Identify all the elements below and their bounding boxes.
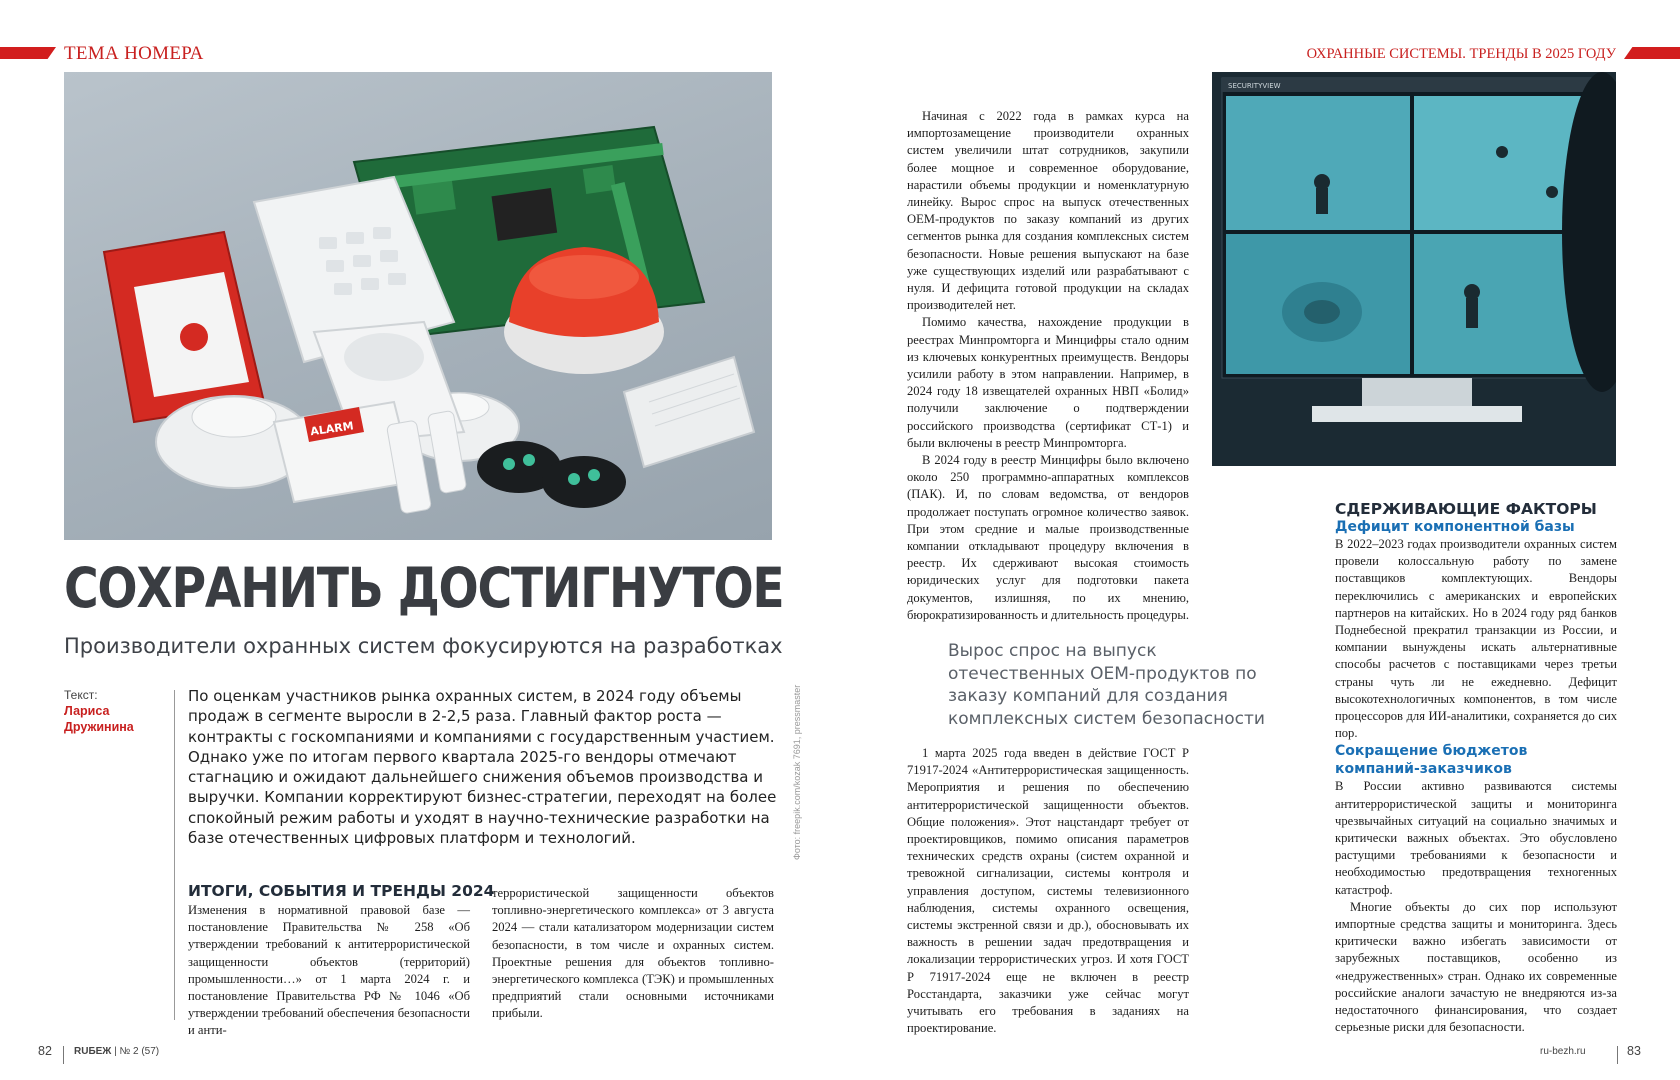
component-shortage-text: В 2022–2023 годах производители охранных систем провели колоссальную работу по замене поставщиков комплектующих. Вендоры переключились с американских и европейских партнеров на китайских. Но в 2024 году ряд банков Поднебесной прекратил транзакции из России, и компании вынуждены искать альтернативные способы расчетов с поставщиками через третьи страны чуть ли не ежедневно. Дефицит высокотехнологичных компонентов, в том числе процессоров для ИИ-аналитики, сохраняется до сих пор. (1335, 537, 1617, 741)
surveillance-monitor-illustration (1212, 72, 1616, 466)
magazine-name: RUБЕЖ (74, 1046, 112, 1057)
budget-cuts-paragraph-2: Многие объекты до сих пор используют импортные средства защиты и мониторинга. Здесь критически важно избегать зависимости от зарубежных поставщиков, особенно из «недружественных» стран. Однако их современные российские аналоги зачастую не внедряются из-за недостаточного финансирования, что создает серьезные риски для безопасности. (1335, 899, 1617, 1035)
section1-column1 (188, 902, 470, 1040)
subheading-budget-cuts: Сокращение бюджетов компаний-заказчиков (1335, 743, 1528, 778)
subheading-component-shortage: Дефицит компонентной базы (1335, 519, 1575, 535)
security-devices-illustration (64, 72, 772, 540)
column3-paragraph-3: В 2024 году в реестр Минцифры было включено около 250 программно-аппаратных комплексов (ПАК). И, по словам ведомства, от вендоров продолжает поступать огромное количество заявок. При этом средние и малые производственные компании откладывают процедуру включения в реестр. Их сдерживают высокая стоимость юридических услуг для подготовки пакета документов, излишняя, по их мнению, бюрократизированность и длительность процедуры. (907, 453, 1189, 622)
footer-divider-right (1617, 1046, 1618, 1064)
section-heading-results-2024: ИТОГИ, СОБЫТИЯ И ТРЕНДЫ 2024 (188, 882, 495, 900)
lead-divider (174, 690, 175, 1020)
pull-quote: Вырос спрос на выпуск отечественных OEM-продуктов по заказу компаний для создания комплексных систем безопасности (948, 641, 1265, 729)
article-lead: По оценкам участников рынка охранных систем, в 2024 году объемы продаж в сегменте выросли в 2-2,5 раза. Главный фактор роста — контракты с госкомпаниями и компаниями с государственным участием. Однако уже по итогам первого квартала 2025-го вендоры отмечают стагнацию и ожидают дальнейшего снижения объемов производства и выручки. Компании корректируют бизнес-стратегии, переходят на более спокойный режим работы и уходят в научно-технические разработки на базе отечественных цифровых платформ и технологий. (188, 687, 777, 848)
column3-paragraph-1: Начиная с 2022 года в рамках курса на импортозамещение производители охранных систем увеличили штат сотрудников, закупили более мощное и современное оборудование, нарастили объемы продукции и номенклатурную линейку. Вырос спрос на выпуск отечественных OEM-продуктов по заказу компаний из других сегментов рынка для создания комплексных систем безопасности. Новые решения выпускают на базе уже существующих изделий или разрабатывают с нуля. И дефицита готовой продукции на складах производителей нет. (907, 109, 1189, 313)
column3-paragraph-4: 1 марта 2025 года введен в действие ГОСТ Р 71917-2024 «Антитеррористическая защищенность. Мероприятия и решения по обеспечению антитеррористической защищенности объектов. Общие положения». Этот нацстандарт требует от проектировщиков, помимо описания параметров технических средств охраны (систем охранной и тревожной сигнализации, системы контроля и управления доступом, системы телевизионного наблюдения, системы охранного освещения, системы экстренной связи и др.), обосновывать их важность в решении задач предотвращения и локализации террористических угроз. И хотя ГОСТ Р 71917-2024 еще не включен в реестр Росстандарта, заказчики уже сейчас могут учитывать его требования в заданиях на проектирование. (907, 746, 1189, 1036)
surveillance-monitor-photo (1212, 72, 1616, 466)
column3-paragraph-2: Помимо качества, нахождение продукции в реестрах Минпромторга и Минцифры стало одним из ключевых конкурентных преимуществ. Вендоры усилили работу в этом направлении. Например, в 2024 году 18 извещателей охранных НВП «Болид» получили заключение о подтверждении российского производства (сертификат СТ-1) и были включены в реестр Минпромторга. (907, 315, 1189, 450)
header-accent-bar-right (1624, 47, 1680, 59)
column3-top (907, 108, 1189, 624)
column3-bottom (907, 745, 1189, 1037)
section1-column1-text: Изменения в нормативной правовой базе — постановление Правительства № 258 «Об утверждении требований к антитеррористической защищенности объектов (территорий) промышленности…» от 1 марта 2024 г. и постановление Правительства РФ № 1046 «Об утверждении требований обеспечения безопасности и анти- (188, 903, 470, 1038)
section-heading-restraining-factors: СДЕРЖИВАЮЩИЕ ФАКТОРЫ (1335, 500, 1597, 518)
footer-magazine (74, 1046, 159, 1057)
security-devices-photo (64, 72, 772, 540)
section-label-right: ОХРАННЫЕ СИСТЕМЫ. ТРЕНДЫ В 2025 ГОДУ (1306, 46, 1616, 62)
svg-text:ALARM: ALARM (309, 419, 355, 439)
footer-site: ru-bezh.ru (1540, 1046, 1586, 1057)
footer-divider-left (63, 1046, 64, 1064)
column4 (1335, 500, 1617, 1036)
issue-number: | № 2 (57) (111, 1046, 160, 1057)
section1-column2-text: террористической защищенности объектов топливно-энергетического комплекса» от 3 августа 2024 — стали катализатором модернизации систем безопасности, в том числе и охранных систем. Проектные решения для объектов топливно-энергетического комплекса (ТЭК) и промышленных предприятий стали основными источниками прибыли. (492, 886, 774, 1021)
svg-text:SECURITYVIEW: SECURITYVIEW (1228, 82, 1281, 90)
author-name: Лариса Дружинина (64, 704, 134, 734)
photo-credit: Фото: freepik.com/kozak 7691, pressmaster (792, 684, 802, 860)
page-number-left: 82 (38, 1044, 52, 1058)
author-label: Текст: (64, 688, 98, 702)
page-number-right: 83 (1627, 1044, 1641, 1058)
section1-column2 (492, 885, 774, 1023)
header-accent-bar-left (0, 47, 56, 59)
article-title: СОХРАНИТЬ ДОСТИГНУТОЕ (64, 556, 784, 620)
section-label-left: ТЕМА НОМЕРА (64, 43, 204, 64)
budget-cuts-paragraph-1: В России активно развиваются системы антитеррористической защиты и мониторинга чрезвычайных ситуаций на социально значимых и критически важных объектах. Это обусловлено растущими требованиями к безопасности и необходимостью предотвращения техногенных катастроф. (1335, 779, 1617, 897)
article-subtitle: Производители охранных систем фокусируются на разработках (64, 634, 783, 658)
